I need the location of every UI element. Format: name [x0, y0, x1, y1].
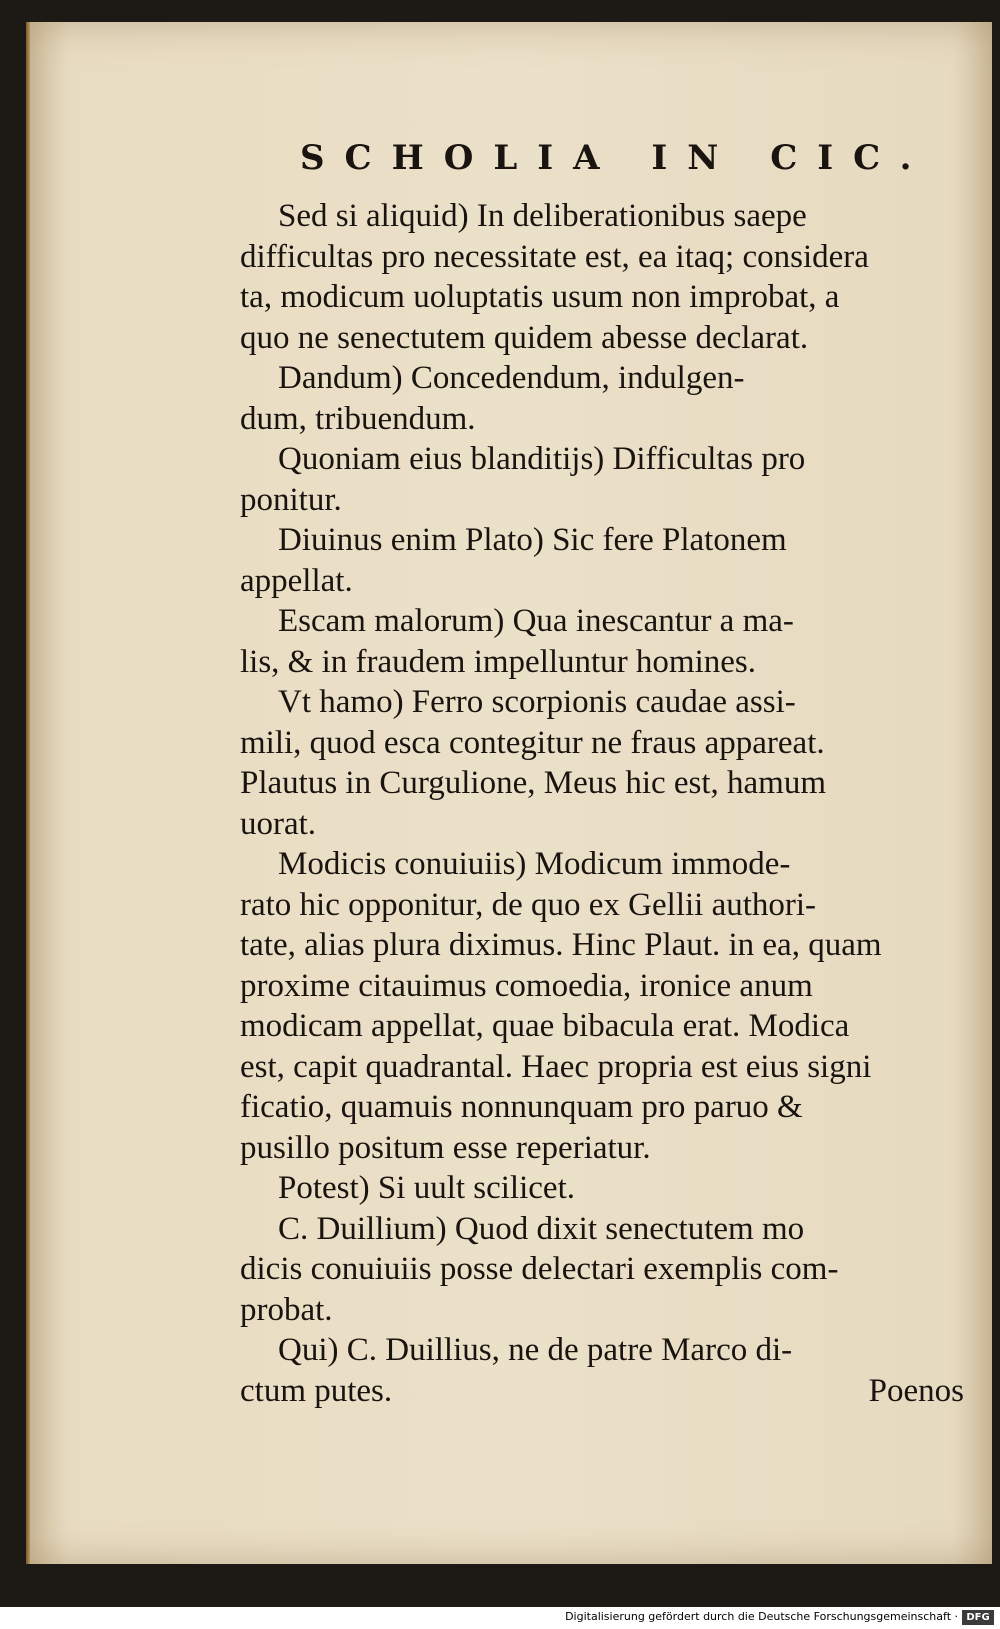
text-line: Qui) C. Duillius, ne de patre Marco di-: [278, 1332, 793, 1368]
dfg-logo: DFG: [962, 1610, 994, 1625]
text-line: ficatio, quamuis nonnunquam pro paruo &: [240, 1089, 803, 1125]
commentary-text: [240, 196, 980, 1411]
funding-credit: Digitalisierung gefördert durch die Deutsche Forschungsgemeinschaft ·: [565, 1610, 958, 1623]
last-line: [240, 1371, 980, 1412]
digitization-footer: [0, 1607, 1000, 1629]
text-line: dum, tribuendum.: [240, 400, 476, 437]
text-line: rato hic opponitur, de quo ex Gellii authori-: [240, 886, 817, 923]
text-line: mili, quod esca contegitur ne fraus appareat.: [240, 724, 825, 761]
text-line: pusillo positum esse reperiatur.: [240, 1129, 651, 1166]
text-line: uorat.: [240, 805, 317, 842]
text-line: ctum putes.: [240, 1372, 393, 1409]
text-line: Dandum) Concedendum, indulgen-: [278, 360, 745, 396]
text-line: est, capit quadrantal. Haec propria est eius signi: [240, 1048, 872, 1085]
text-line: Plautus in Curgulione, Meus hic est, hamum: [240, 765, 827, 801]
text-line: ponitur.: [240, 481, 342, 518]
text-line: Potest) Si uult scilicet.: [278, 1170, 575, 1206]
text-line: Modicis conuiuiis) Modicum immode-: [278, 846, 791, 882]
text-line: appellat.: [240, 562, 353, 599]
text-line: tate, alias plura diximus. Hinc Plaut. in ea, quam: [240, 927, 882, 963]
text-line: Escam malorum) Qua inescantur a ma-: [278, 603, 794, 639]
running-head: SCHOLIA IN CIC.: [300, 138, 932, 178]
text-line: C. Duillium) Quod dixit senectutem mo: [278, 1210, 805, 1247]
text-line: proxime citauimus comoedia, ironice anum: [240, 967, 813, 1004]
text-line: Vt hamo) Ferro scorpionis caudae assi-: [278, 684, 796, 720]
text-line: lis, & in fraudem impelluntur homines.: [240, 643, 757, 680]
text-line: Quoniam eius blanditijs) Difficultas pro: [278, 441, 806, 477]
text-line: probat.: [240, 1291, 333, 1328]
text-line: difficultas pro necessitate est, ea itaq; considera: [240, 238, 869, 275]
text-line: dicis conuiuiis posse delectari exemplis com-: [240, 1251, 839, 1287]
text-line: ta, modicum uoluptatis usum non improbat, a: [240, 279, 840, 315]
text-line: Sed si aliquid) In deliberationibus saepe: [278, 198, 807, 234]
catchword: Poenos: [868, 1372, 964, 1409]
text-line: Diuinus enim Plato) Sic fere Platonem: [278, 522, 787, 558]
text-line: quo ne senectutem quidem abesse declarat.: [240, 319, 809, 356]
text-line: modicam appellat, quae bibacula erat. Modica: [240, 1008, 850, 1044]
